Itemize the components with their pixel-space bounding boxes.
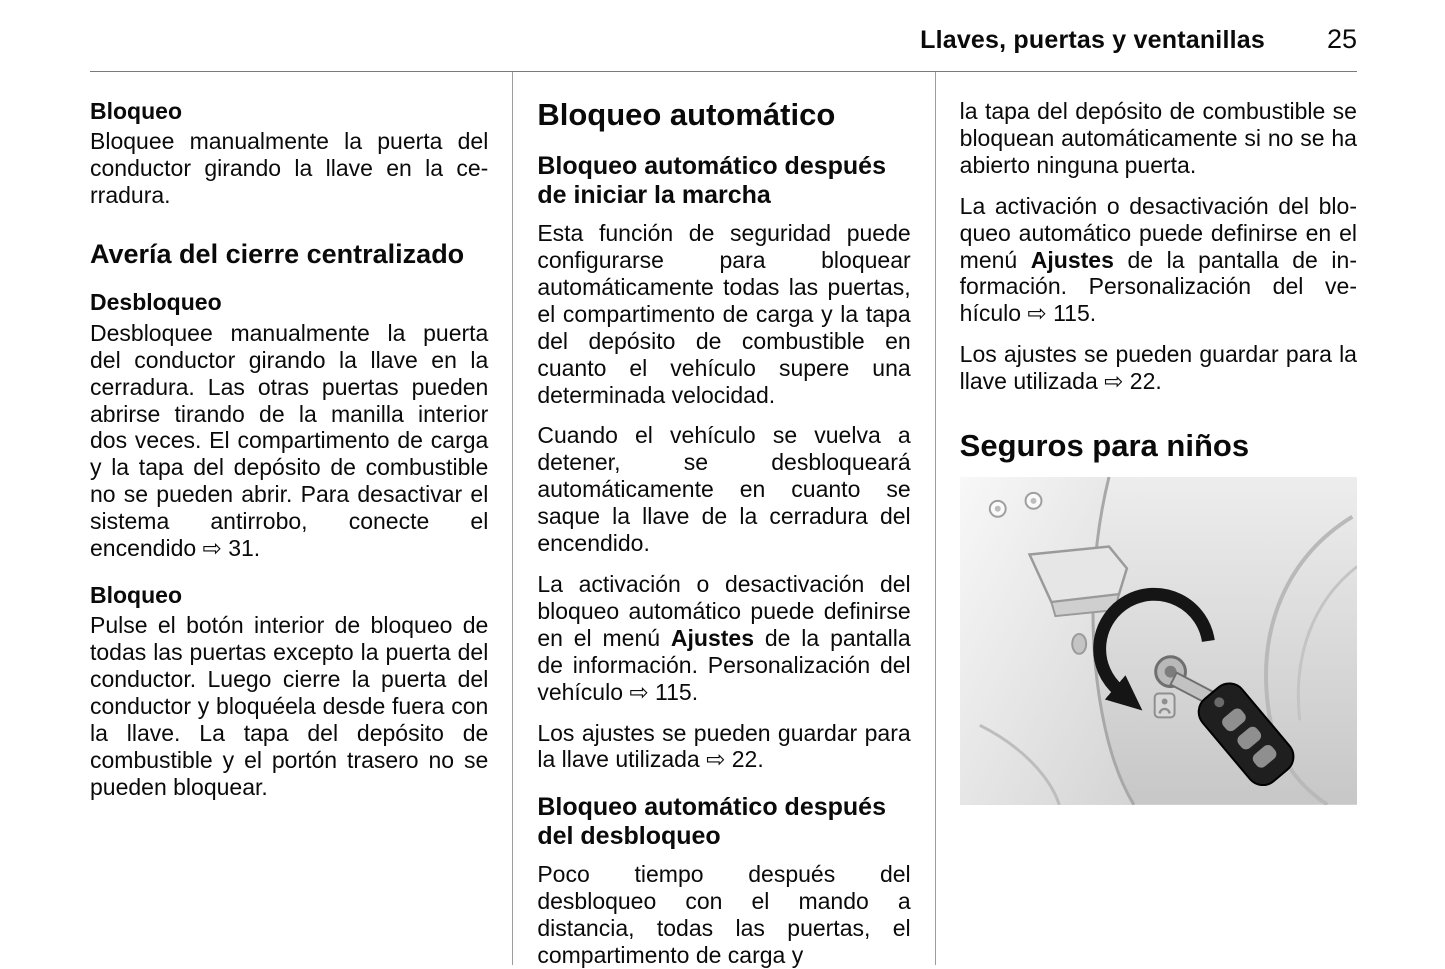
- heading-averia-cierre-centralizado: Avería del cierre centralizado: [90, 239, 465, 270]
- paragraph-activacion-ajustes-2: [960, 193, 1357, 328]
- child-lock-icon: [1154, 694, 1174, 718]
- heading-bloqueo-automatico: Bloqueo automático: [537, 97, 836, 132]
- menu-ajustes-label: Ajustes: [1030, 246, 1114, 273]
- text-run: La activación o desactivación del bloqueo automático puede definirse en el menú: [537, 570, 911, 651]
- text-run: La activación o desactivación del bloqueo automático puede definirse en el menú: [959, 192, 1357, 273]
- column-1: [90, 72, 512, 965]
- paragraph-bloqueo: Pulse el botón interior de bloqueo de todas las puertas excepto la puerta del conductor. Luego cierre la puerta del conductor y bloquéela desde fuera con la llave. La tapa del depósito de combustible y el portón trasero no se pueden bloquear.: [90, 612, 489, 800]
- child-lock-illustration: [960, 477, 1357, 805]
- paragraph-tapa-deposito: la tapa del depósito de combustible se bloquean automáticamente si no se ha abierto ninguna puerta.: [959, 98, 1357, 178]
- paragraph-poco-tiempo: Poco tiempo después del desbloqueo con el mando a distancia, todas las puertas, el compartimento de carga y: [537, 861, 911, 969]
- text-run: de la pantalla de información. Personalización del vehículo ⇨ 115.: [959, 246, 1357, 327]
- paragraph-funcion-seguridad: Esta función de seguridad puede configurarse para bloquear automáticamente todas las puertas, el compartimento de carga y la tapa del depósito de combustible en cuanto el vehículo supere una determinada velocidad.: [537, 220, 911, 408]
- paragraph-ajustes-guardar: Los ajustes se pueden guardar para la llave utilizada ⇨ 22.: [537, 719, 911, 773]
- text-run: de la pantalla de información. Personalización del vehículo ⇨ 115.: [537, 624, 911, 705]
- page-header: [90, 24, 1357, 72]
- page-title: Llaves, puertas y ventanillas: [920, 26, 1265, 54]
- heading-seguros-para-ninos: Seguros para niños: [959, 428, 1250, 464]
- paragraph-vehiculo-detener: Cuando el vehículo se vuelva a detener, se desbloqueará automáticamente en cuanto se saque la llave de la cerradura del encendido.: [537, 422, 911, 557]
- paragraph-activacion-ajustes: [537, 571, 910, 706]
- heading-bloqueo-manual: Bloqueo: [90, 98, 182, 124]
- paragraph-bloqueo-manual: Bloquee manualmente la puerta del conductor girando la llave en la cerradura.: [90, 128, 489, 209]
- heading-bloqueo-despues-desbloqueo: Bloqueo automático después del desbloqueo: [537, 793, 886, 851]
- content-columns: [90, 72, 1357, 969]
- header-row: [90, 24, 1357, 72]
- page-number: 25: [1326, 24, 1357, 54]
- child-lock-illustration-svg: [960, 477, 1357, 805]
- menu-ajustes-label: Ajustes: [670, 624, 755, 651]
- paragraph-ajustes-guardar-2: Los ajustes se pueden guardar para la llave utilizada ⇨ 22.: [959, 341, 1357, 395]
- paragraph-desbloqueo: Desbloquee manualmente la puerta del conductor girando la llave en la cerradura. Las otras puertas pueden abrirse tirando de la manilla interior dos veces. El compartimento de carga y la tapa del depósito de combustible no se pueden abrir. Para desactivar el sistema antirrobo, conecte el encendido ⇨ 31.: [90, 319, 489, 562]
- column-3: [935, 72, 1357, 965]
- column-2: [512, 72, 934, 969]
- heading-bloqueo: Bloqueo: [90, 581, 182, 608]
- heading-desbloqueo: Desbloqueo: [90, 289, 222, 316]
- heading-bloqueo-despues-marcha: Bloqueo automático después de iniciar la marcha: [537, 152, 886, 210]
